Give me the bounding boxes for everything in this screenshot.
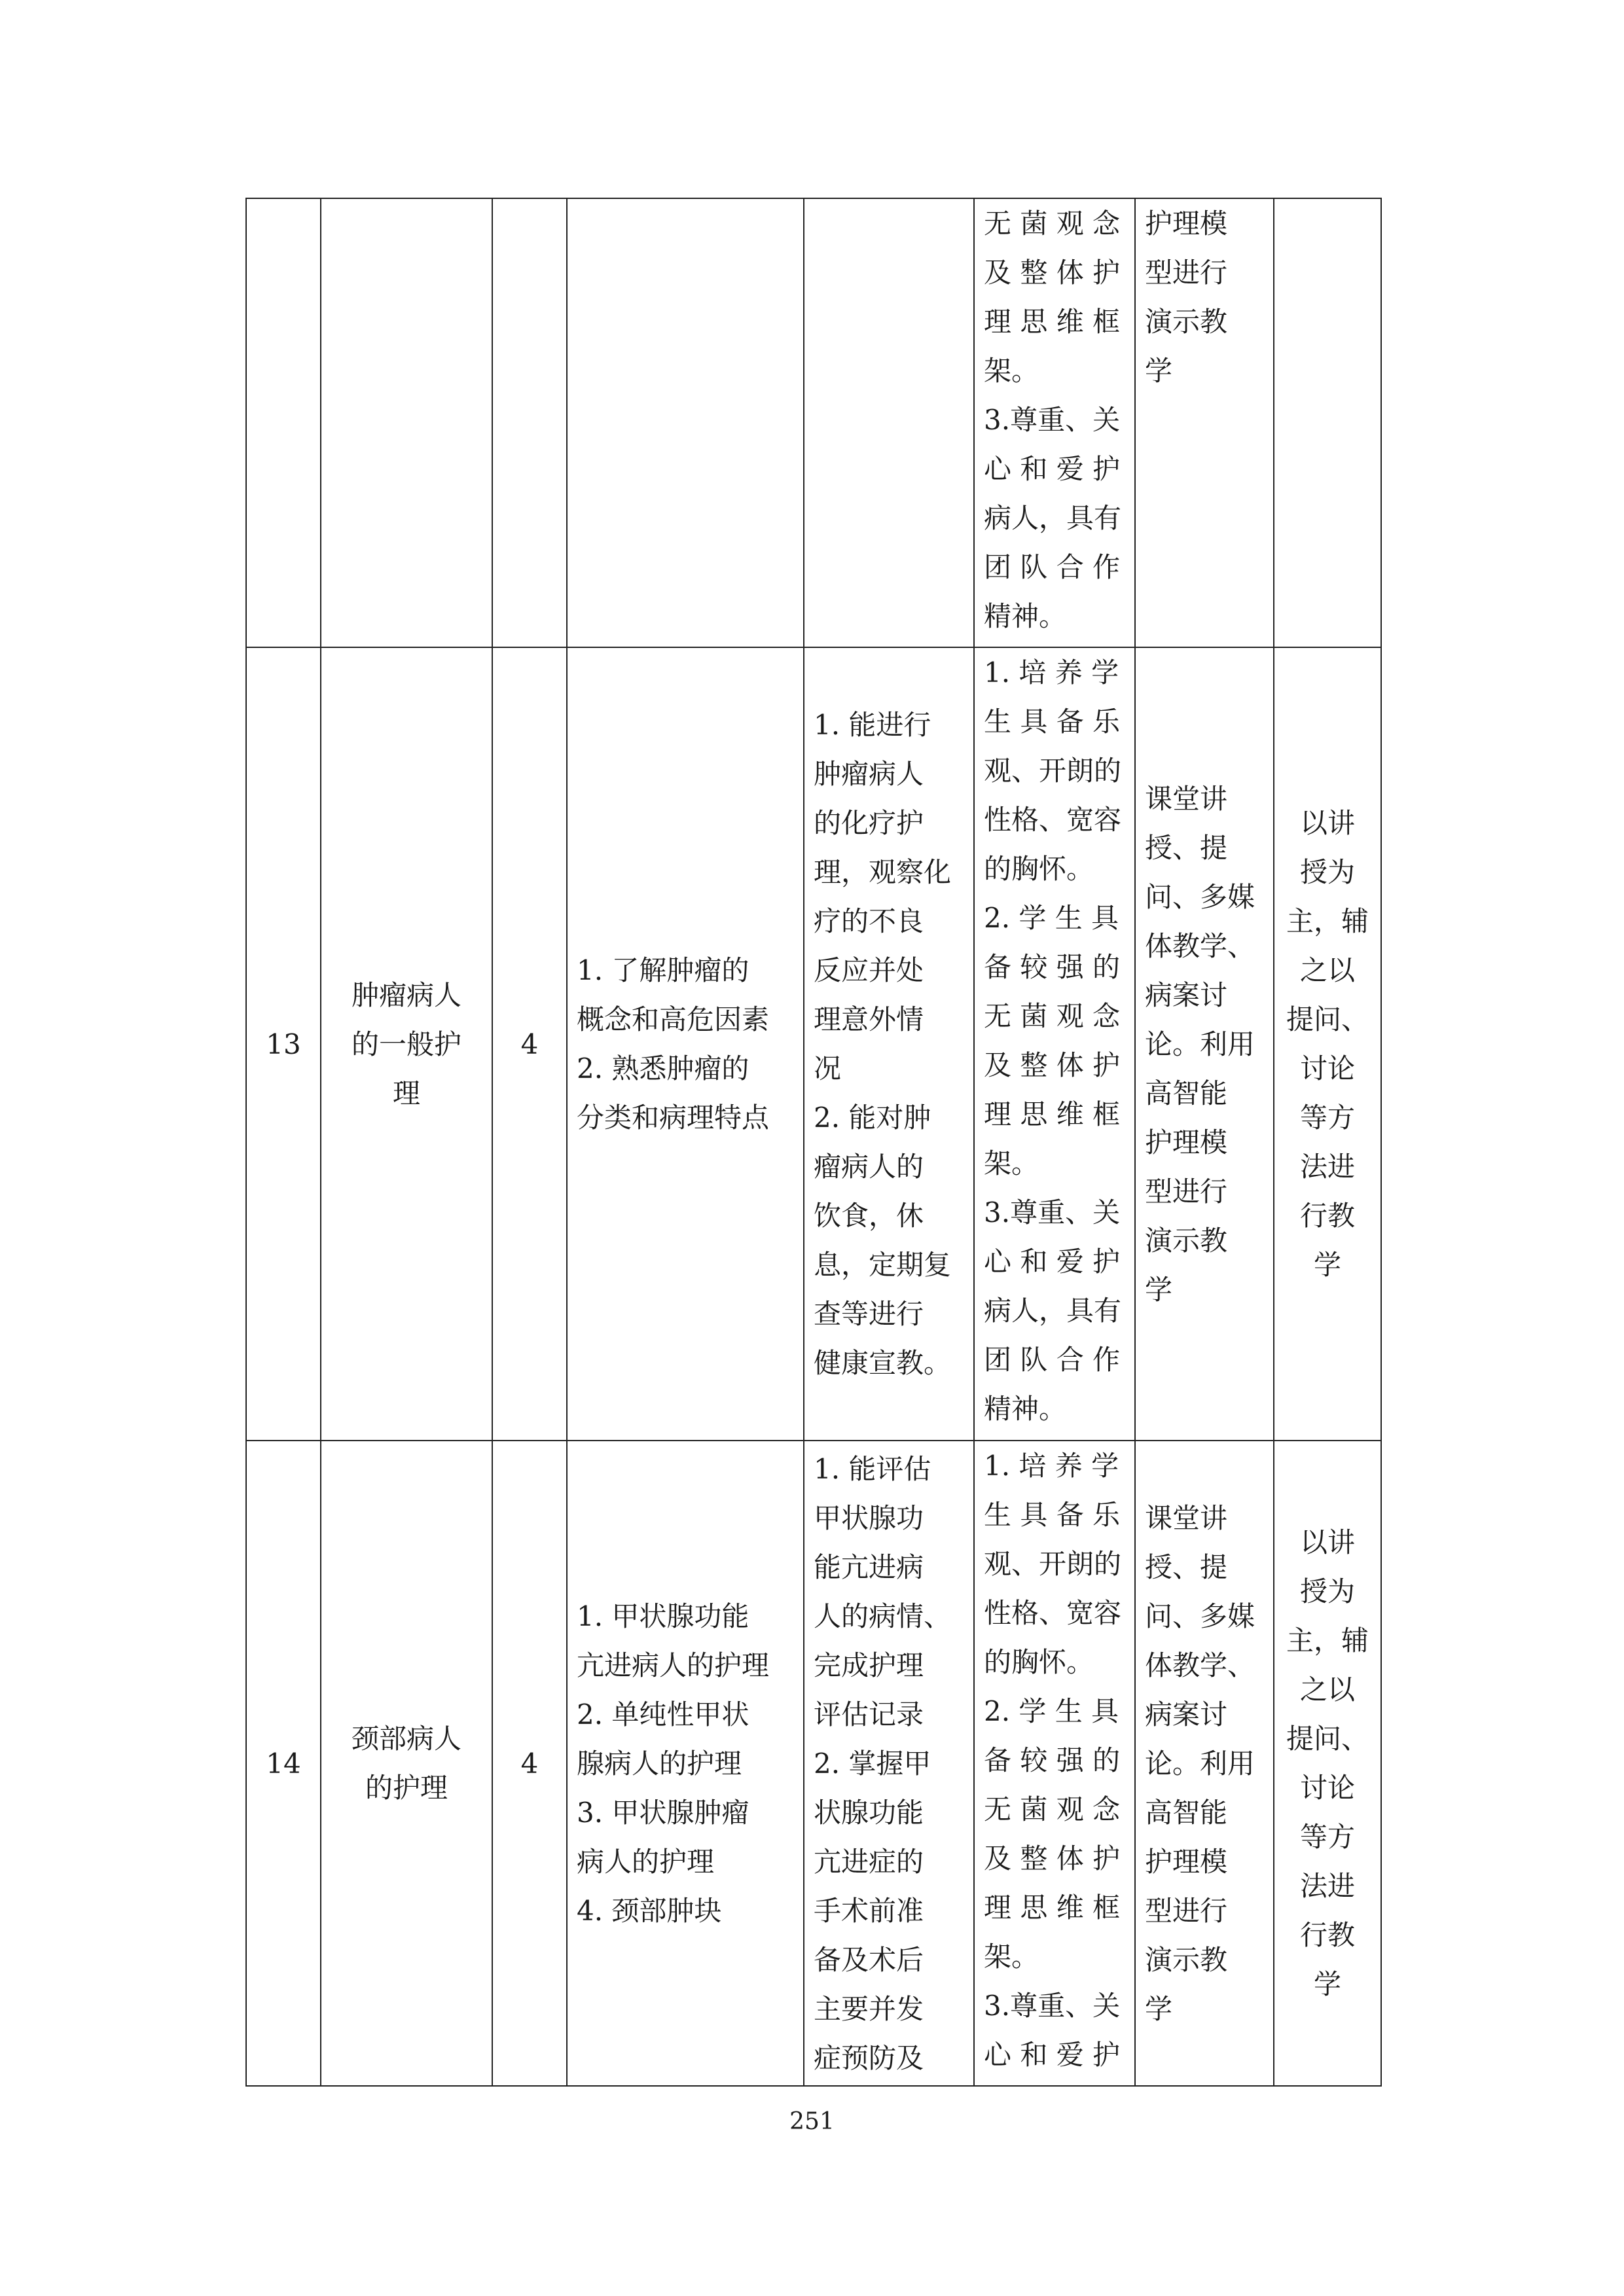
cell-text-line: 1. 培 养 学: [984, 656, 1119, 689]
cell-text-line: 精神。: [984, 1393, 1067, 1425]
cell-text-line: 息，定期复: [814, 1249, 952, 1281]
cell-text-line: 无 菌 观 念: [984, 1000, 1121, 1032]
cell-text-line: 架。: [984, 1147, 1039, 1179]
cell-text-line: 等方: [1299, 1102, 1355, 1134]
cell-text-line: 型进行: [1145, 257, 1228, 289]
cell-text-line: 理 思 维 框: [984, 1098, 1121, 1130]
cell-text-line: 护理模: [1145, 1845, 1228, 1878]
cell-text-line: 体教学、: [1145, 1649, 1255, 1681]
cell-text: 4: [520, 1747, 539, 1780]
cell-text-line: 颈部病人: [351, 1723, 461, 1755]
cell-text-line: 2. 学 生 具: [984, 902, 1119, 934]
cell-text-line: 1. 能评估: [814, 1452, 931, 1485]
cell-text-line: 饮食，休: [814, 1200, 924, 1232]
teaching-methods-cell: [1135, 647, 1274, 1441]
cell-text-line: 能亢进病: [814, 1551, 924, 1583]
cell-text-line: 亢进症的: [814, 1845, 924, 1878]
sequence-cell: [246, 198, 321, 647]
hours-cell: [492, 1441, 567, 2086]
cell-text-line: 2. 单纯性甲状: [577, 1698, 749, 1731]
cell-text-line: 架。: [984, 355, 1039, 387]
cell-text-line: 学: [1145, 1992, 1173, 2025]
cell-text-line: 概念和高危因素: [577, 1003, 770, 1035]
skill-objectives-cell: [804, 198, 974, 647]
cell-text-line: 3.尊重、关: [984, 404, 1121, 436]
cell-text-line: 等方: [1299, 1821, 1355, 1853]
cell-text-line: 病人的护理: [577, 1845, 715, 1878]
page-number: 251: [789, 2108, 835, 2135]
cell-text-line: 高智能: [1145, 1077, 1228, 1109]
cell-text-line: 主，辅: [1286, 1624, 1369, 1657]
table-row: [246, 1441, 1381, 2086]
cell-text-line: 授、提: [1145, 1551, 1228, 1583]
cell-text-line: 3.尊重、关: [984, 1990, 1121, 2022]
cell-text-line: 人的病情、: [814, 1600, 952, 1632]
cell-text-line: 病案讨: [1145, 1698, 1228, 1731]
cell-text: 13: [266, 1028, 301, 1060]
quality-objectives-cell: [974, 647, 1135, 1441]
cell-text-line: 演示教: [1145, 1224, 1228, 1257]
cell-text-line: 性格、宽容: [984, 1597, 1122, 1629]
cell-text-line: 病人，具有: [984, 502, 1122, 534]
cell-text-line: 病人，具有: [984, 1295, 1122, 1327]
cell-text-line: 讨论: [1299, 1052, 1355, 1085]
cell-text-line: 的化疗护: [814, 807, 924, 839]
teaching-approach-cell: [1274, 1441, 1381, 2086]
cell-text-line: 理，观察化: [814, 856, 952, 888]
cell-text-line: 2. 掌握甲: [814, 1747, 931, 1780]
sequence-cell: [246, 1441, 321, 2086]
cell-text-line: 之以: [1299, 954, 1355, 986]
cell-text-line: 2. 熟悉肿瘤的: [577, 1052, 749, 1085]
cell-text-line: 架。: [984, 1941, 1039, 1973]
cell-text-line: 观、开朗的: [984, 755, 1122, 787]
cell-text-line: 查等进行: [814, 1298, 924, 1330]
cell-text-line: 理 思 维 框: [984, 1892, 1121, 1924]
cell-text-line: 及 整 体 护: [984, 1842, 1121, 1874]
topic-cell: [321, 647, 492, 1441]
cell-text-line: 4. 颈部肿块: [577, 1894, 722, 1927]
cell-text-line: 提问、: [1286, 1003, 1369, 1035]
hours-cell: [492, 198, 567, 647]
cell-text-line: 主要并发: [814, 1992, 924, 2025]
cell-text-line: 无 菌 观 念: [984, 207, 1121, 240]
cell-text-line: 生 具 备 乐: [984, 1499, 1121, 1531]
skill-objectives-cell: [804, 1441, 974, 2086]
cell-text-line: 备 较 强 的: [984, 951, 1121, 983]
cell-text-line: 1. 能进行: [814, 709, 931, 741]
cell-text-line: 课堂讲: [1145, 1501, 1228, 1534]
quality-objectives-cell: [974, 198, 1135, 647]
cell-text-line: 瘤病人的: [814, 1151, 924, 1183]
cell-text-line: 理意外情: [814, 1003, 924, 1035]
cell-text-line: 护理模: [1145, 1126, 1228, 1158]
cell-text-line: 备及术后: [814, 1943, 924, 1976]
cell-text-line: 提问、: [1286, 1723, 1369, 1755]
knowledge-objectives-cell: [567, 198, 804, 647]
knowledge-objectives-cell: [567, 1441, 804, 2086]
cell-text-line: 况: [814, 1052, 842, 1085]
cell-text-line: 腺病人的护理: [577, 1747, 742, 1780]
topic-cell: [321, 198, 492, 647]
cell-text-line: 问、多媒: [1145, 880, 1255, 913]
cell-text: 14: [266, 1747, 301, 1780]
cell-text-line: 团 队 合 作: [984, 551, 1121, 583]
cell-text-line: 1. 了解肿瘤的: [577, 954, 749, 986]
cell-text-line: 行教: [1299, 1919, 1355, 1951]
cell-text-line: 甲状腺功: [814, 1501, 924, 1534]
cell-text-line: 病案讨: [1145, 978, 1228, 1011]
cell-text-line: 心 和 爱 护: [984, 2039, 1121, 2071]
cell-text-line: 授为: [1299, 856, 1355, 888]
teaching-approach-cell: [1274, 198, 1381, 647]
cell-text-line: 分类和病理特点: [577, 1102, 770, 1134]
cell-text-line: 反应并处: [814, 954, 924, 986]
cell-text-line: 演示教: [1145, 306, 1228, 338]
cell-text-line: 学: [1145, 355, 1173, 387]
cell-text-line: 完成护理: [814, 1649, 924, 1681]
cell-text: 4: [520, 1028, 539, 1060]
cell-text-line: 理 思 维 框: [984, 306, 1121, 338]
teaching-methods-cell: [1135, 198, 1274, 647]
cell-text-line: 的胸怀。: [984, 853, 1094, 885]
cell-text-line: 手术前准: [814, 1894, 924, 1927]
cell-text-line: 的护理: [365, 1772, 448, 1804]
cell-text-line: 3. 甲状腺肿瘤: [577, 1796, 749, 1829]
table-row: [246, 647, 1381, 1441]
cell-text-line: 体教学、: [1145, 929, 1255, 962]
cell-text-line: 讨论: [1299, 1772, 1355, 1804]
cell-text-line: 课堂讲: [1145, 782, 1228, 815]
cell-text-line: 1. 培 养 学: [984, 1450, 1119, 1482]
cell-text-line: 备 较 强 的: [984, 1744, 1121, 1776]
cell-text-line: 性格、宽容: [984, 804, 1122, 836]
cell-text-line: 型进行: [1145, 1894, 1228, 1927]
cell-text-line: 2. 能对肿: [814, 1102, 931, 1134]
cell-text-line: 论。利用: [1145, 1028, 1255, 1060]
cell-text-line: 3.尊重、关: [984, 1196, 1121, 1229]
cell-text-line: 以讲: [1299, 807, 1355, 839]
cell-text-line: 生 具 备 乐: [984, 706, 1121, 738]
teaching-approach-cell: [1274, 647, 1381, 1441]
cell-text-line: 状腺功能: [814, 1796, 924, 1829]
cell-text-line: 主，辅: [1286, 905, 1369, 937]
course-schedule-table: [245, 198, 1382, 2087]
cell-text-line: 以讲: [1299, 1526, 1355, 1558]
topic-cell: [321, 1441, 492, 2086]
cell-text-line: 及 整 体 护: [984, 257, 1121, 289]
hours-cell: [492, 647, 567, 1441]
cell-text-line: 理: [392, 1077, 420, 1109]
cell-text-line: 问、多媒: [1145, 1600, 1255, 1632]
cell-text-line: 高智能: [1145, 1796, 1228, 1829]
cell-text-line: 的胸怀。: [984, 1646, 1094, 1678]
cell-text-line: 无 菌 观 念: [984, 1793, 1121, 1825]
cell-text-line: 及 整 体 护: [984, 1049, 1121, 1081]
cell-text-line: 授、提: [1145, 831, 1228, 864]
cell-text-line: 法进: [1299, 1151, 1355, 1183]
cell-text-line: 2. 学 生 具: [984, 1695, 1119, 1727]
cell-text-line: 团 队 合 作: [984, 1344, 1121, 1376]
cell-text-line: 心 和 爱 护: [984, 453, 1121, 485]
table-row: [246, 198, 1381, 647]
skill-objectives-cell: [804, 647, 974, 1441]
cell-text-line: 学: [1313, 1249, 1341, 1281]
cell-text-line: 演示教: [1145, 1943, 1228, 1976]
cell-text-line: 疗的不良: [814, 905, 924, 937]
cell-text-line: 精神。: [984, 600, 1067, 632]
cell-text-line: 的一般护: [351, 1028, 461, 1060]
cell-text-line: 护理模: [1145, 207, 1228, 240]
teaching-methods-cell: [1135, 1441, 1274, 2086]
cell-text-line: 评估记录: [814, 1698, 924, 1731]
cell-text-line: 行教: [1299, 1200, 1355, 1232]
cell-text-line: 心 和 爱 护: [984, 1246, 1121, 1278]
cell-text-line: 法进: [1299, 1870, 1355, 1902]
cell-text-line: 授为: [1299, 1575, 1355, 1607]
cell-text-line: 肿瘤病人: [814, 758, 924, 790]
cell-text-line: 症预防及: [814, 2041, 924, 2074]
quality-objectives-cell: [974, 1441, 1135, 2086]
cell-text-line: 型进行: [1145, 1175, 1228, 1208]
cell-text-line: 学: [1313, 1968, 1341, 2000]
knowledge-objectives-cell: [567, 647, 804, 1441]
cell-text-line: 之以: [1299, 1674, 1355, 1706]
cell-text-line: 论。利用: [1145, 1747, 1255, 1780]
cell-text-line: 肿瘤病人: [351, 978, 461, 1011]
cell-text-line: 健康宣教。: [814, 1347, 952, 1379]
cell-text-line: 1. 甲状腺功能: [577, 1600, 749, 1632]
sequence-cell: [246, 647, 321, 1441]
cell-text-line: 观、开朗的: [984, 1548, 1122, 1580]
cell-text-line: 亢进病人的护理: [577, 1649, 770, 1681]
cell-text-line: 学: [1145, 1273, 1173, 1306]
